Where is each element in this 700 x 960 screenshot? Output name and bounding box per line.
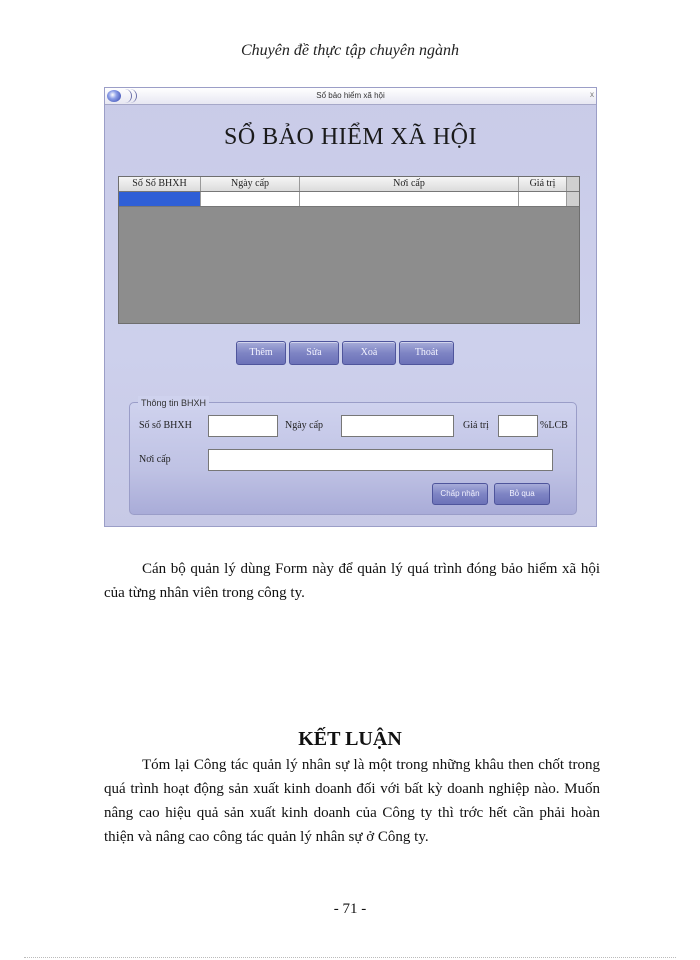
grid-cell[interactable] bbox=[519, 192, 567, 206]
caption-text: Cán bộ quản lý dùng Form này để quản lý quá trình đóng bảo hiểm xã hội của từng nhân viên trong công ty. bbox=[104, 561, 600, 601]
grid-cell-filler bbox=[567, 192, 579, 206]
book-number-label: Số sổ BHXH bbox=[139, 420, 192, 431]
issue-date-input[interactable] bbox=[341, 415, 454, 437]
value-unit-label: %LCB bbox=[540, 420, 568, 431]
form-title: SỔ BẢO HIỂM XÃ HỘI bbox=[224, 124, 477, 150]
app-orb-icon[interactable] bbox=[107, 90, 121, 102]
page-number: - 71 - bbox=[333, 901, 367, 917]
add-button[interactable]: Thêm bbox=[236, 341, 286, 365]
group-legend: Thông tin BHXH bbox=[138, 396, 209, 410]
column-header-value[interactable]: Giá trị bbox=[519, 177, 567, 191]
skip-button[interactable]: Bỏ qua bbox=[494, 483, 550, 505]
column-header-issue-place[interactable]: Nơi cấp bbox=[300, 177, 519, 191]
edit-button[interactable]: Sửa bbox=[289, 341, 339, 365]
close-icon[interactable]: x bbox=[590, 90, 594, 99]
window-titlebar bbox=[105, 88, 596, 105]
accept-button[interactable]: Chấp nhận bbox=[432, 483, 488, 505]
caption-paragraph bbox=[104, 557, 600, 605]
running-header: Chuyên đề thực tập chuyên ngành bbox=[241, 42, 459, 59]
bhxh-data-grid[interactable] bbox=[118, 176, 580, 324]
selected-cell[interactable] bbox=[119, 192, 201, 206]
titlebar-arc-decoration bbox=[126, 89, 137, 103]
window-title: Sổ bảo hiểm xã hội bbox=[316, 91, 385, 100]
value-label: Giá trị bbox=[463, 420, 489, 431]
book-number-input[interactable] bbox=[208, 415, 278, 437]
footer-divider bbox=[24, 957, 676, 958]
conclusion-text: Tóm lại Công tác quản lý nhân sự là một trong những khâu then chốt trong quá trình hoạt động sản xuất kinh doanh đối với bất kỳ doanh nghiệp nào. Muốn nâng cao hiệu quả sản xuất kinh doanh của Công ty thì trớc hết cần phải hoàn thiện và nâng cao công tác quản lý nhân sự ở Công ty. bbox=[104, 757, 600, 845]
grid-cell[interactable] bbox=[300, 192, 519, 206]
conclusion-paragraph bbox=[104, 753, 600, 849]
table-row[interactable] bbox=[119, 192, 579, 207]
issue-place-input[interactable] bbox=[208, 449, 553, 471]
bhxh-info-group bbox=[129, 398, 577, 515]
bhxh-form-screenshot bbox=[104, 87, 597, 527]
delete-button[interactable]: Xoá bbox=[342, 341, 396, 365]
conclusion-heading: KẾT LUẬN bbox=[298, 728, 402, 750]
grid-header-row bbox=[119, 177, 579, 192]
grid-cell[interactable] bbox=[201, 192, 300, 206]
issue-date-label: Ngày cấp bbox=[285, 420, 324, 431]
place-label: Nơi cấp bbox=[139, 454, 171, 465]
value-input[interactable] bbox=[498, 415, 538, 437]
column-header-issue-date[interactable]: Ngày cấp bbox=[201, 177, 300, 191]
exit-button[interactable]: Thoát bbox=[399, 341, 454, 365]
action-button-row bbox=[105, 341, 596, 365]
column-header-book-number[interactable]: Số Sổ BHXH bbox=[119, 177, 201, 191]
column-header-filler bbox=[567, 177, 579, 191]
